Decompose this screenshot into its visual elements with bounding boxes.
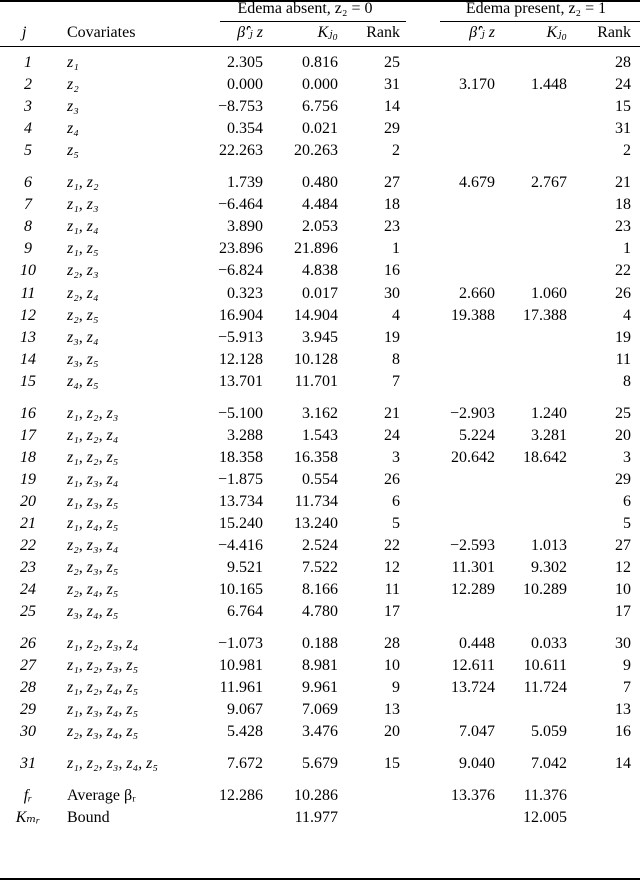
cell-p-rank: 4: [623, 306, 631, 324]
cell-a-beta: −5.913: [217, 328, 263, 346]
cell-j: 12: [20, 306, 36, 324]
cell-j: 15: [20, 372, 36, 390]
cell-cov: z₁, z₂, z₃, z₄, z₅: [67, 755, 158, 772]
cell-p-k: 17.388: [523, 306, 567, 324]
cell-j: 8: [24, 218, 32, 236]
cell-j: 19: [20, 470, 36, 488]
cell-a-beta: 16.904: [219, 306, 263, 324]
cell-cov: z₁, z₃, z₅: [67, 492, 119, 510]
cell-a-rank: 22: [384, 537, 400, 555]
cell-p-rank: 20: [615, 426, 631, 444]
cell-a-beta: −6.464: [217, 196, 263, 214]
cell-j: 26: [20, 635, 36, 652]
cell-p-k: 10.611: [523, 657, 567, 675]
cell-a-k: 6.756: [302, 98, 338, 116]
cell-cov: z₁, z₂, z₃: [67, 404, 119, 422]
cell-cov: z₁, z₄, z₅: [67, 515, 119, 532]
cell-p-beta: 4.679: [459, 174, 495, 191]
cell-a-rank: 12: [384, 559, 400, 577]
cell-j: 10: [20, 262, 36, 280]
cell-cov: z₂, z₅: [67, 306, 99, 324]
cell-p-beta: 7.047: [459, 723, 495, 741]
group-absent-rule: [220, 21, 406, 22]
cell-a-rank: 2: [392, 142, 400, 160]
cell-a-rank: 23: [384, 218, 400, 236]
cell-cov: z₁, z₃, z₄, z₅: [67, 701, 139, 719]
cell-a-k: 5.679: [302, 755, 338, 772]
cell-a-beta: 13.734: [219, 492, 263, 510]
cell-a-k: 4.780: [302, 603, 338, 621]
cell-p-rank: 29: [615, 470, 631, 488]
cell-a-beta: 9.521: [227, 559, 263, 577]
cell-j: 13: [20, 328, 36, 346]
cell-a-rank: 9: [392, 679, 400, 697]
cell-p-k: 1.240: [531, 404, 567, 422]
cell-j: 14: [20, 350, 36, 368]
cell-p-beta: 12.289: [451, 581, 495, 599]
cell-j: 20: [20, 492, 36, 510]
cell-a-beta: 15.240: [219, 515, 263, 532]
cell-j: Kₘᵣ: [15, 808, 41, 826]
cell-p-rank: 3: [623, 448, 631, 466]
cell-a-k: 3.945: [302, 328, 338, 346]
cell-j: 24: [20, 581, 36, 599]
cell-p-beta: −2.903: [449, 404, 495, 422]
cell-cov: z₄, z₅: [67, 372, 99, 390]
cell-cov: z₂: [67, 76, 79, 94]
group-present-rule: [440, 21, 640, 22]
cell-a-beta: −1.875: [217, 470, 263, 488]
header-present-k: Kⱼ₀: [546, 24, 567, 41]
cell-j: 1: [24, 54, 32, 71]
cell-j: 11: [20, 284, 36, 302]
cell-a-beta: 6.764: [227, 603, 263, 621]
cell-a-k: 1.543: [302, 426, 338, 444]
cell-a-beta: 11.961: [219, 679, 263, 697]
cell-a-beta: 9.067: [227, 701, 263, 719]
cell-cov: z₁: [67, 54, 79, 71]
cell-a-k: 4.484: [302, 196, 338, 214]
cell-a-k: 10.286: [294, 786, 338, 804]
cell-p-k: 10.289: [523, 581, 567, 599]
cell-a-rank: 11: [384, 581, 400, 599]
cell-p-k: 18.642: [523, 448, 567, 466]
cell-j: 30: [20, 723, 36, 741]
cell-cov: Average βᵣ: [67, 786, 136, 804]
cell-cov: z₁, z₅: [67, 240, 99, 258]
cell-p-rank: 2: [623, 142, 631, 160]
header-absent-beta: β̂′ⱼ z: [237, 24, 263, 41]
cell-a-k: 21.896: [294, 240, 338, 258]
cell-j: 2: [24, 76, 32, 94]
cell-cov: z₁, z₂, z₃, z₅: [67, 657, 139, 675]
cell-p-rank: 7: [623, 679, 631, 697]
cell-a-rank: 13: [384, 701, 400, 719]
cell-a-rank: 25: [384, 54, 400, 71]
cell-p-k: 0.033: [531, 635, 567, 652]
cell-cov: z₃: [67, 98, 79, 116]
cell-p-k: 5.059: [531, 723, 567, 741]
cell-p-beta: 0.448: [459, 635, 495, 652]
cell-cov: z₃, z₄, z₅: [67, 603, 119, 621]
cell-cov: z₁, z₂: [67, 174, 99, 191]
cell-a-k: 11.977: [294, 808, 338, 826]
cell-a-rank: 1: [392, 240, 400, 258]
cell-a-k: 16.358: [294, 448, 338, 466]
cell-p-rank: 17: [615, 603, 631, 621]
cell-cov: z₁, z₂, z₄, z₅: [67, 679, 139, 697]
cell-j: 7: [24, 196, 32, 214]
cell-a-rank: 20: [384, 723, 400, 741]
cell-a-k: 3.476: [302, 723, 338, 741]
cell-a-rank: 28: [384, 635, 400, 652]
cell-p-k: 1.060: [531, 284, 567, 302]
cell-p-beta: 2.660: [459, 284, 495, 302]
header-j: j: [22, 24, 27, 41]
cell-a-k: 2.053: [302, 218, 338, 236]
cell-j: 16: [20, 404, 36, 422]
cell-p-k: 3.281: [531, 426, 567, 444]
cell-a-k: 2.524: [302, 537, 338, 555]
cell-p-beta: 11.301: [451, 559, 495, 577]
cell-a-k: 11.734: [294, 492, 338, 510]
cell-p-beta: −2.593: [449, 537, 495, 555]
cell-p-rank: 21: [615, 174, 631, 191]
cell-a-beta: 10.981: [219, 657, 263, 675]
cell-cov: z₂, z₃, z₄: [67, 537, 119, 555]
cell-a-beta: −6.824: [217, 262, 263, 280]
cell-p-rank: 6: [623, 492, 631, 510]
cell-a-rank: 30: [384, 284, 400, 302]
cell-cov: z₁, z₂, z₃, z₄: [67, 635, 139, 652]
cell-a-k: 13.240: [294, 515, 338, 532]
cell-a-beta: −5.100: [217, 404, 263, 422]
cell-a-beta: 3.890: [227, 218, 263, 236]
cell-j: 18: [20, 448, 36, 466]
cell-p-rank: 23: [615, 218, 631, 236]
cell-p-rank: 25: [615, 404, 631, 422]
cell-p-k: 2.767: [531, 174, 567, 191]
cell-p-rank: 28: [615, 54, 631, 71]
cell-p-k: 7.042: [531, 755, 567, 772]
cell-j: 25: [20, 603, 36, 621]
cell-cov: z₁, z₂, z₅: [67, 448, 119, 466]
cell-a-rank: 26: [384, 470, 400, 488]
header-present-beta: β̂′ⱼ z: [469, 24, 495, 41]
cell-a-rank: 15: [384, 755, 400, 772]
cell-a-k: 0.017: [302, 284, 338, 302]
cell-a-k: 3.162: [302, 404, 338, 422]
cell-a-beta: 23.896: [219, 240, 263, 258]
cell-j: 31: [20, 755, 36, 772]
cell-p-rank: 1: [623, 240, 631, 258]
cell-a-k: 10.128: [294, 350, 338, 368]
cell-p-k: 1.013: [531, 537, 567, 555]
cell-p-rank: 26: [615, 284, 631, 302]
cell-a-beta: 18.358: [219, 448, 263, 466]
cell-j: fᵣ: [23, 786, 33, 804]
cell-cov: z₁, z₂, z₄: [67, 426, 119, 444]
cell-p-k: 11.724: [523, 679, 567, 697]
cell-p-rank: 27: [615, 537, 631, 555]
cell-a-rank: 24: [384, 426, 400, 444]
cell-p-rank: 15: [615, 98, 631, 116]
cell-a-k: 0.188: [302, 635, 338, 652]
cell-a-k: 9.961: [302, 679, 338, 697]
cell-a-beta: 7.672: [227, 755, 263, 772]
cell-a-rank: 19: [384, 328, 400, 346]
header-absent-k: Kⱼ₀: [317, 24, 338, 41]
cell-p-beta: 9.040: [459, 755, 495, 772]
cell-j: 4: [24, 120, 32, 138]
cell-a-k: 14.904: [294, 306, 338, 324]
cell-cov: z₁, z₃, z₄: [67, 470, 119, 488]
cell-p-rank: 16: [615, 723, 631, 741]
bottom-rule: [0, 878, 640, 880]
cell-cov: z₄: [67, 120, 79, 138]
cell-a-rank: 3: [392, 448, 400, 466]
cell-a-rank: 17: [384, 603, 400, 621]
header-covariates: Covariates: [67, 24, 136, 41]
cell-cov: z₅: [67, 142, 79, 160]
cell-a-rank: 18: [384, 196, 400, 214]
cell-p-rank: 24: [615, 76, 631, 94]
cell-j: 9: [24, 240, 32, 258]
header-present-rank: Rank: [597, 24, 631, 41]
cell-a-rank: 21: [384, 404, 400, 422]
cell-a-rank: 27: [384, 174, 400, 191]
cell-j: 28: [20, 679, 36, 697]
cell-p-k: 11.376: [523, 786, 567, 804]
cell-j: 17: [20, 426, 36, 444]
cell-p-k: 1.448: [531, 76, 567, 94]
cell-p-beta: 13.376: [451, 786, 495, 804]
cell-p-rank: 22: [615, 262, 631, 280]
cell-cov: z₁, z₄: [67, 218, 99, 236]
cell-p-rank: 12: [615, 559, 631, 577]
cell-a-beta: 0.000: [227, 76, 263, 94]
cell-a-beta: 13.701: [219, 372, 263, 390]
cell-j: 27: [20, 657, 36, 675]
cell-p-k: 12.005: [523, 808, 567, 826]
cell-a-beta: 10.165: [219, 581, 263, 599]
cell-a-rank: 31: [384, 76, 400, 94]
cell-a-k: 20.263: [294, 142, 338, 160]
cell-j: 22: [20, 537, 36, 555]
cell-cov: z₁, z₃: [67, 196, 99, 214]
cell-cov: z₂, z₃, z₄, z₅: [67, 723, 139, 741]
cell-p-rank: 9: [623, 657, 631, 675]
header-group-present: Edema present, z₂ = 1: [465, 0, 607, 17]
cell-a-k: 8.981: [302, 657, 338, 675]
cell-p-rank: 31: [615, 120, 631, 138]
header-group-absent: Edema absent, z₂ = 0: [237, 0, 373, 17]
cell-p-rank: 13: [615, 701, 631, 719]
cell-a-beta: 1.739: [227, 174, 263, 191]
cell-a-rank: 7: [392, 372, 400, 390]
cell-cov: Bound: [67, 808, 110, 826]
cell-a-rank: 14: [384, 98, 400, 116]
cell-p-rank: 5: [623, 515, 631, 532]
header-rule: [0, 46, 640, 47]
cell-j: 21: [20, 515, 36, 532]
cell-p-rank: 30: [615, 635, 631, 652]
cell-p-rank: 18: [615, 196, 631, 214]
cell-j: 3: [24, 98, 32, 116]
cell-a-rank: 6: [392, 492, 400, 510]
cell-j: 23: [20, 559, 36, 577]
cell-a-beta: 3.288: [227, 426, 263, 444]
cell-a-k: 0.480: [302, 174, 338, 191]
cell-a-beta: 12.128: [219, 350, 263, 368]
cell-a-k: 11.701: [294, 372, 338, 390]
cell-cov: z₂, z₄, z₅: [67, 581, 119, 599]
cell-p-k: 9.302: [531, 559, 567, 577]
cell-p-beta: 5.224: [459, 426, 495, 444]
cell-p-rank: 10: [615, 581, 631, 599]
cell-cov: z₂, z₃: [67, 262, 99, 280]
cell-j: 6: [24, 174, 32, 191]
cell-a-k: 8.166: [302, 581, 338, 599]
cell-cov: z₃, z₅: [67, 350, 99, 368]
cell-a-beta: 22.263: [219, 142, 263, 160]
cell-a-rank: 16: [384, 262, 400, 280]
cell-cov: z₃, z₄: [67, 328, 99, 346]
cell-cov: z₂, z₄: [67, 284, 99, 302]
cell-j: 29: [20, 701, 36, 719]
cell-p-rank: 19: [615, 328, 631, 346]
cell-a-beta: 2.305: [227, 54, 263, 71]
cell-j: 5: [24, 142, 32, 160]
cell-a-beta: −4.416: [217, 537, 263, 555]
cell-a-k: 0.554: [302, 470, 338, 488]
cell-a-beta: 0.354: [227, 120, 263, 138]
cell-a-rank: 10: [384, 657, 400, 675]
cell-a-k: 7.522: [302, 559, 338, 577]
cell-a-k: 0.000: [302, 76, 338, 94]
cell-p-beta: 3.170: [459, 76, 495, 94]
cell-p-rank: 8: [623, 372, 631, 390]
cell-a-beta: −1.073: [217, 635, 263, 652]
cell-a-beta: 5.428: [227, 723, 263, 741]
cell-a-k: 0.816: [302, 54, 338, 71]
cell-cov: z₂, z₃, z₅: [67, 559, 119, 577]
cell-p-rank: 14: [615, 755, 631, 772]
cell-p-beta: 12.611: [451, 657, 495, 675]
cell-a-rank: 5: [392, 515, 400, 532]
cell-p-rank: 11: [615, 350, 631, 368]
cell-a-k: 0.021: [302, 120, 338, 138]
cell-a-rank: 8: [392, 350, 400, 368]
cell-a-beta: 0.323: [227, 284, 263, 302]
header-absent-rank: Rank: [366, 24, 400, 41]
cell-a-beta: 12.286: [219, 786, 263, 804]
cell-a-k: 7.069: [302, 701, 338, 719]
cell-p-beta: 20.642: [451, 448, 495, 466]
cell-a-rank: 29: [384, 120, 400, 138]
cell-a-rank: 4: [392, 306, 400, 324]
cell-a-beta: −8.753: [217, 98, 263, 116]
cell-p-beta: 19.388: [451, 306, 495, 324]
cell-p-beta: 13.724: [451, 679, 495, 697]
cell-a-k: 4.838: [302, 262, 338, 280]
